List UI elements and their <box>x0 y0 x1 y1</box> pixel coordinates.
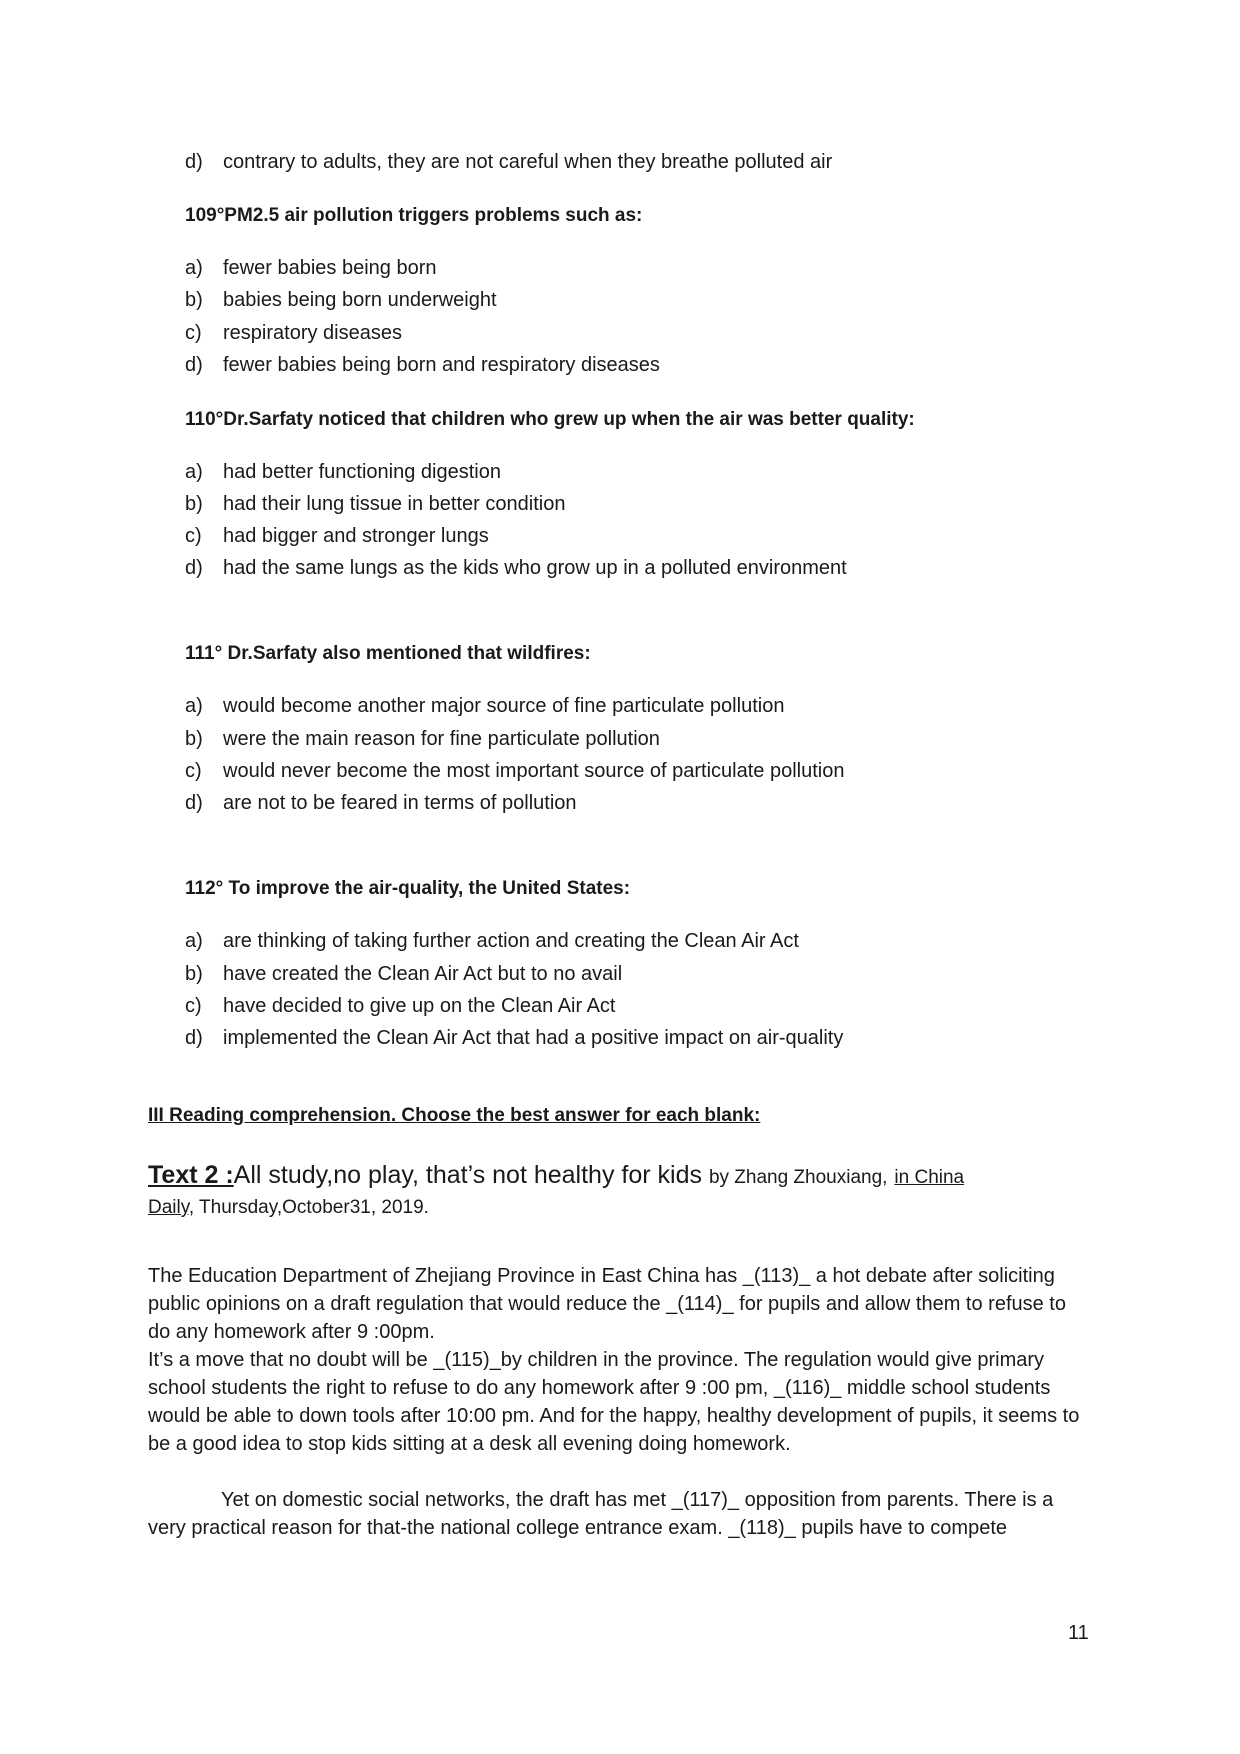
option-text: had better functioning digestion <box>223 461 501 483</box>
article-source: in China <box>894 1167 965 1188</box>
option-text: are thinking of taking further action and creating the Clean Air Act <box>223 930 799 952</box>
article-source-date-line <box>148 1195 429 1221</box>
option-letter: d) <box>185 557 203 579</box>
option-letter: a) <box>185 257 203 279</box>
option-letter: c) <box>185 995 202 1017</box>
option-letter: a) <box>185 461 203 483</box>
passage-paragraph-3: Yet on domestic social networks, the draft has met _(117)_ opposition from parents. There is a very practical reason for that-the national college entrance exam. _(118)_ pupils have to compete <box>148 1489 1054 1539</box>
option-text: had their lung tissue in better condition <box>223 493 566 515</box>
option-letter: b) <box>185 728 203 750</box>
option-letter: d) <box>185 1027 203 1049</box>
option-text: contrary to adults, they are not careful when they breathe polluted air <box>223 151 833 173</box>
question-110: 110°Dr.Sarfaty noticed that children who grew up when the air was better quality: <box>185 409 915 430</box>
option-letter: c) <box>185 760 202 782</box>
option-letter: a) <box>185 695 203 717</box>
article-source-cont: Daily, <box>148 1197 195 1218</box>
option-text: respiratory diseases <box>223 322 402 344</box>
option-letter: b) <box>185 493 203 515</box>
option-text: babies being born underweight <box>223 289 497 311</box>
option-letter: d) <box>185 792 203 814</box>
passage-paragraph-2: It’s a move that no doubt will be _(115)_by children in the province. The regulation would give primary school students the right to refuse to do any homework after 9 :00 pm, _(116)_ middle school students would be able to down tools after 10:00 pm. And for the happy, healthy development of pupils, it seems to be a good idea to stop kids sitting at a desk all evening doing homework. <box>148 1349 1080 1455</box>
option-text: have created the Clean Air Act but to no avail <box>223 963 623 985</box>
question-109: 109°PM2.5 air pollution triggers problems such as: <box>185 205 643 226</box>
text-label: Text 2 : <box>148 1161 234 1189</box>
option-text: are not to be feared in terms of pollution <box>223 792 577 814</box>
option-text: were the main reason for fine particulate pollution <box>223 728 660 750</box>
passage-paragraph-1: The Education Department of Zhejiang Province in East China has _(113)_ a hot debate after soliciting public opinions on a draft regulation that would reduce the _(114)_ for pupils and allow them to refuse to do any homework after 9 :00pm. <box>148 1265 1066 1343</box>
page-number: 11 <box>1068 1622 1089 1644</box>
option-letter: d) <box>185 354 203 376</box>
option-text: fewer babies being born and respiratory diseases <box>223 354 660 376</box>
option-text: had the same lungs as the kids who grow up in a polluted environment <box>223 557 847 579</box>
article-byline: by Zhang Zhouxiang, <box>708 1167 888 1188</box>
text-title-line <box>148 1160 964 1193</box>
option-letter: d) <box>185 151 203 173</box>
option-letter: c) <box>185 525 202 547</box>
question-111: 111° Dr.Sarfaty also mentioned that wildfires: <box>185 643 591 664</box>
option-text: would become another major source of fine particulate pollution <box>223 695 785 717</box>
section-heading: III Reading comprehension. Choose the best answer for each blank: <box>148 1105 761 1126</box>
article-title: All study,no play, that’s not healthy for kids <box>233 1161 702 1189</box>
option-letter: c) <box>185 322 202 344</box>
option-text: implemented the Clean Air Act that had a positive impact on air-quality <box>223 1027 844 1049</box>
article-date: Thursday,October31, 2019. <box>199 1197 429 1218</box>
question-112: 112° To improve the air-quality, the United States: <box>185 878 631 899</box>
option-text: had bigger and stronger lungs <box>223 525 489 547</box>
option-letter: b) <box>185 289 203 311</box>
option-letter: b) <box>185 963 203 985</box>
option-letter: a) <box>185 930 203 952</box>
option-text: have decided to give up on the Clean Air Act <box>223 995 616 1017</box>
option-text: would never become the most important source of particulate pollution <box>223 760 845 782</box>
option-text: fewer babies being born <box>223 257 437 279</box>
